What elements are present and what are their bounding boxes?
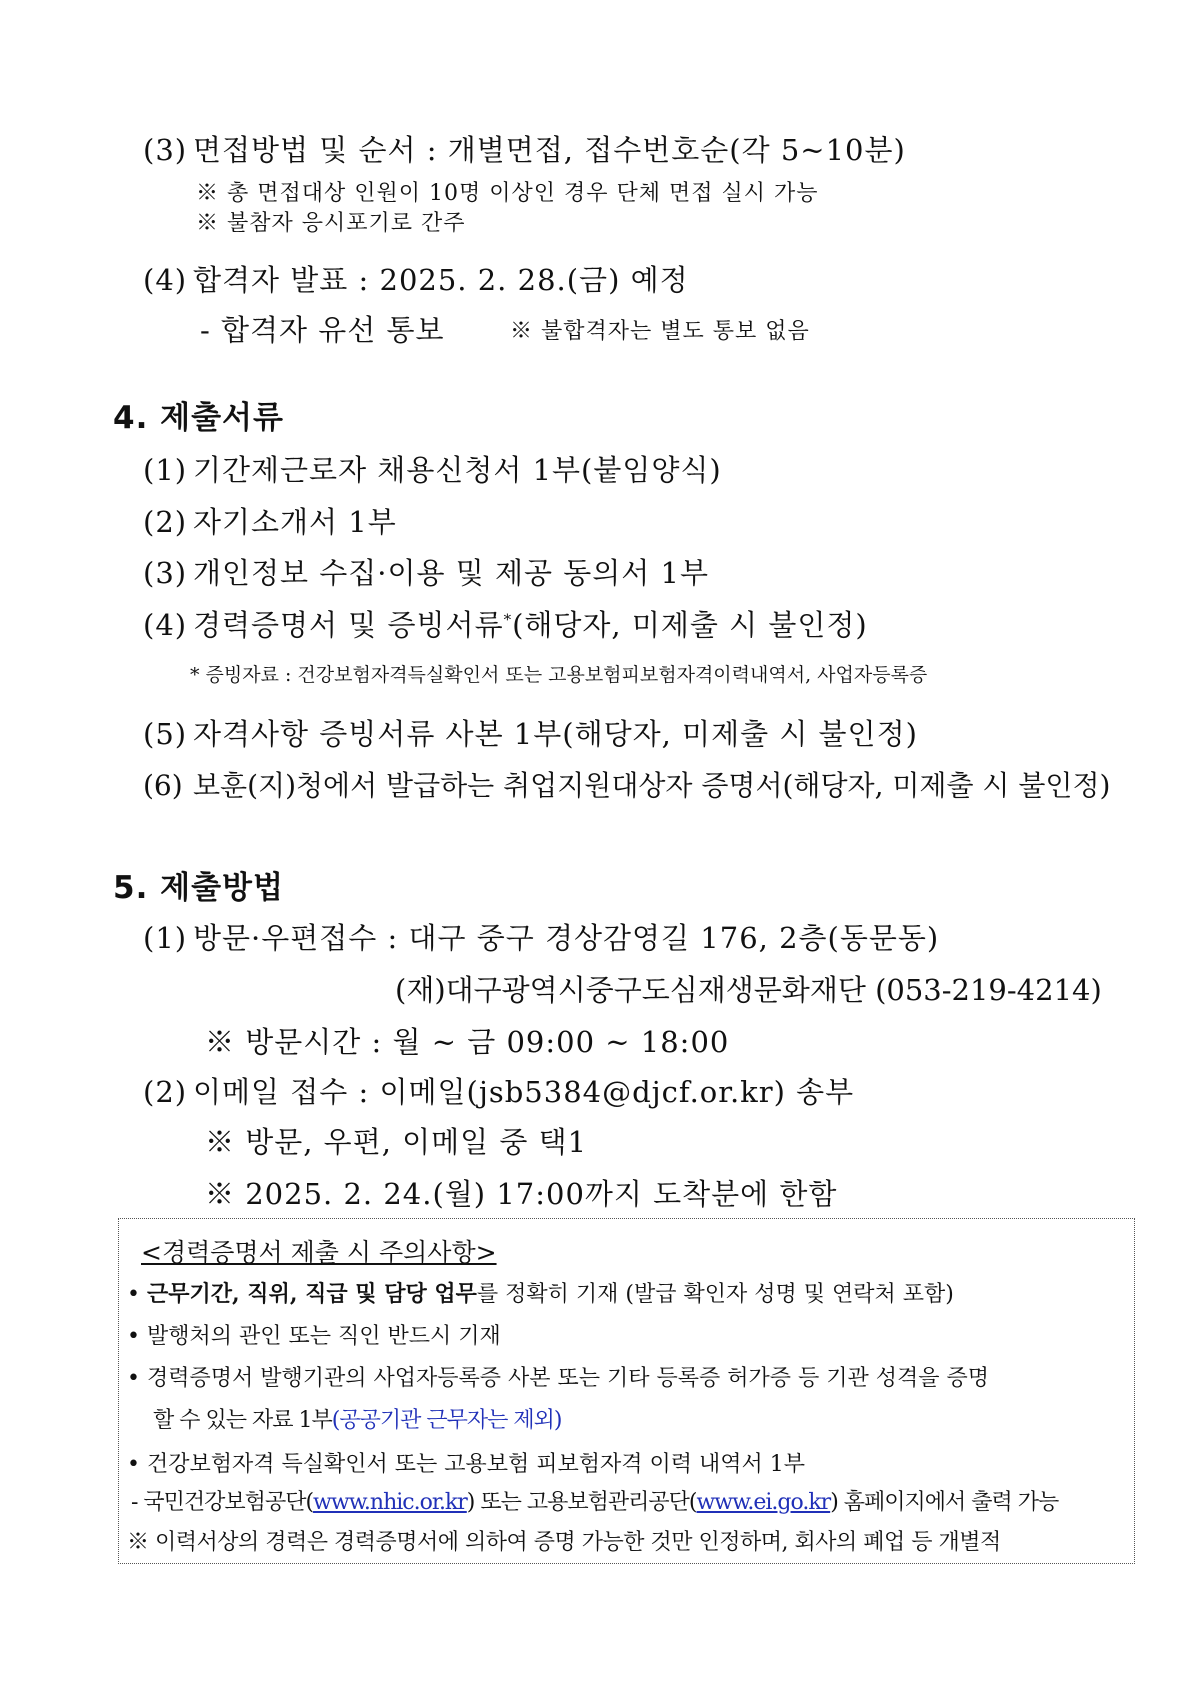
bullet-icon: • xyxy=(127,1282,140,1307)
announcement-note: ※ 불합격자는 별도 통보 없음 xyxy=(510,319,810,344)
heading-submission: 5. 제출방법 xyxy=(113,870,284,906)
item-number: (6) xyxy=(143,769,183,802)
ei-link[interactable]: www.ei.go.kr xyxy=(696,1490,831,1515)
caution-bold-text: 근무기간, 직위, 직급 및 담당 업무 xyxy=(146,1281,477,1307)
caution-bullet-1 xyxy=(127,1277,954,1308)
item-text: 합격자 발표 : 2025. 2. 28.(금) 예정 xyxy=(193,263,689,297)
doc-item xyxy=(143,551,709,592)
caution-bullet-4-sub xyxy=(131,1485,1058,1516)
doc-item xyxy=(143,448,722,489)
announcement-sub: - 합격자 유선 통보 xyxy=(200,313,445,347)
caution-text: 를 정확히 기재 (발급 확인자 성명 및 연락처 포함) xyxy=(476,1282,954,1307)
caution-text: - 국민건강보험공단( xyxy=(131,1490,314,1515)
submit-visit-mail xyxy=(143,916,939,957)
doc-item xyxy=(143,764,1110,804)
heading-documents: 4. 제출서류 xyxy=(113,400,284,436)
item-number: (3) xyxy=(143,133,188,167)
caution-text: ) 홈페이지에서 출력 가능 xyxy=(830,1490,1059,1515)
note-absentee: ※ 불참자 응시포기로 간주 xyxy=(196,211,466,236)
item-text: 면접방법 및 순서 : 개별면접, 접수번호순(각 5~10분) xyxy=(193,133,906,167)
item-text: 경력증명서 및 증빙서류 xyxy=(193,608,504,642)
doc-item xyxy=(143,500,397,541)
bullet-icon: • xyxy=(127,1452,140,1477)
caution-note: ※ 이력서상의 경력은 경력증명서에 의하여 증명 가능한 것만 인정하며, 회사의 폐업 등 개별적 xyxy=(127,1530,1001,1555)
nhic-link[interactable]: www.nhic.or.kr xyxy=(313,1490,467,1515)
caution-text: 경력증명서 발행기관의 사업자등록증 사본 또는 기타 등록증 허가증 등 기관 성격을 증명 xyxy=(146,1366,989,1391)
submit-organization: (재)대구광역시중구도심재생문화재단 (053-219-4214) xyxy=(395,973,1102,1007)
item-text-cont: (해당자, 미제출 시 불인정) xyxy=(512,608,868,642)
caution-bullet-3-cont xyxy=(153,1403,561,1434)
item-number: (1) xyxy=(143,921,188,955)
item-text: 개인정보 수집·이용 및 제공 동의서 1부 xyxy=(193,556,709,590)
caution-text: 건강보험자격 득실확인서 또는 고용보험 피보험자격 이력 내역서 1부 xyxy=(146,1452,805,1477)
item-number: (5) xyxy=(143,717,188,751)
caution-exception: (공공기관 근무자는 제외) xyxy=(331,1408,562,1433)
item-number: (3) xyxy=(143,556,188,590)
caution-text: ) 또는 고용보험관리공단( xyxy=(466,1490,697,1515)
item-text: 기간제근로자 채용신청서 1부(붙임양식) xyxy=(193,453,722,487)
item-number: (2) xyxy=(143,1075,188,1109)
doc-item xyxy=(143,712,918,753)
item-text: 보훈(지)청에서 발급하는 취업지원대상자 증명서(해당자, 미제출 시 불인정) xyxy=(193,769,1111,802)
footnote-evidence: * 증빙자료 : 건강보험자격득실확인서 또는 고용보험피보험자격이력내역서, 사업자등록증 xyxy=(190,664,928,686)
item-number: (4) xyxy=(143,608,188,642)
item-number: (2) xyxy=(143,505,188,539)
item-interview-method xyxy=(143,128,906,169)
item-text: 자기소개서 1부 xyxy=(193,505,397,539)
item-text: 자격사항 증빙서류 사본 1부(해당자, 미제출 시 불인정) xyxy=(193,717,918,751)
doc-item xyxy=(143,603,868,644)
visit-hours: ※ 방문시간 : 월 ~ 금 09:00 ~ 18:00 xyxy=(205,1025,730,1059)
bullet-icon: • xyxy=(127,1324,140,1349)
choose-one-note: ※ 방문, 우편, 이메일 중 택1 xyxy=(205,1125,588,1159)
caution-bullet-4 xyxy=(127,1447,805,1478)
caution-box xyxy=(118,1218,1135,1564)
footnote-mark: * xyxy=(503,610,513,629)
caution-text: 발행처의 관인 또는 직인 반드시 기재 xyxy=(146,1324,501,1349)
caution-title: <경력증명서 제출 시 주의사항> xyxy=(141,1238,497,1267)
item-number: (4) xyxy=(143,263,188,297)
caution-text: 할 수 있는 자료 1부 xyxy=(153,1408,332,1433)
item-announcement xyxy=(143,258,689,299)
item-text: 이메일 접수 : 이메일(jsb5384@djcf.or.kr) 송부 xyxy=(193,1075,855,1109)
submit-email xyxy=(143,1070,854,1111)
item-number: (1) xyxy=(143,453,188,487)
bullet-icon: • xyxy=(127,1366,140,1391)
caution-bullet-2 xyxy=(127,1319,501,1350)
item-text: 방문·우편접수 : 대구 중구 경상감영길 176, 2층(동문동) xyxy=(193,921,940,955)
deadline-note: ※ 2025. 2. 24.(월) 17:00까지 도착분에 한함 xyxy=(205,1177,838,1211)
note-group-interview: ※ 총 면접대상 인원이 10명 이상인 경우 단체 면접 실시 가능 xyxy=(196,181,819,206)
caution-bullet-3 xyxy=(127,1361,989,1392)
